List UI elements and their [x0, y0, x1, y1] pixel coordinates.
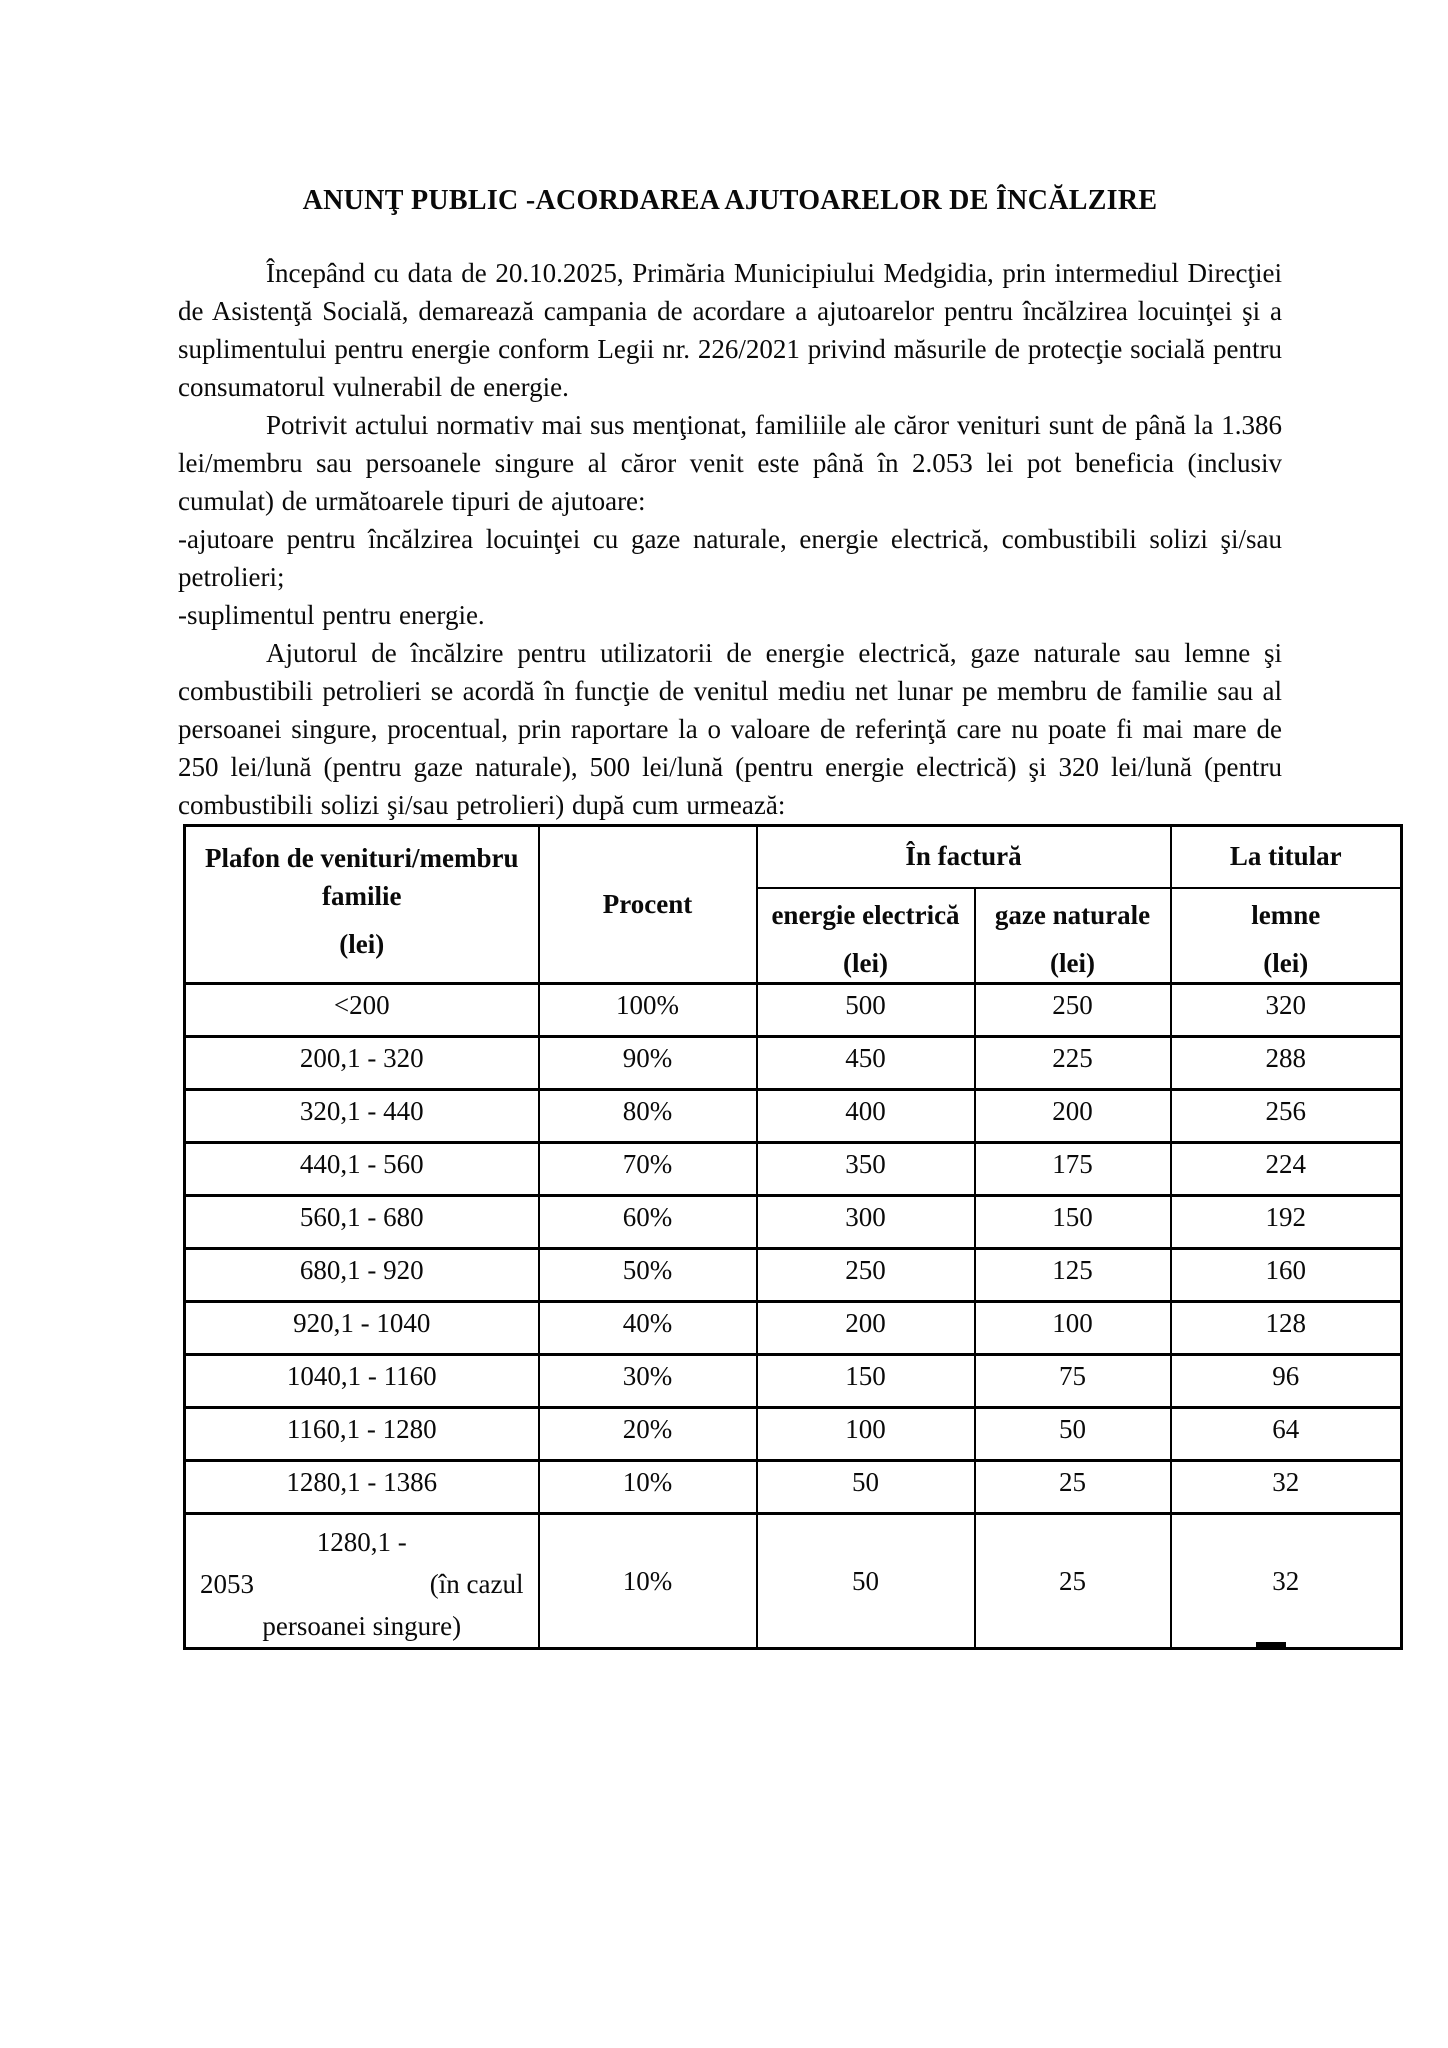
- cell-income-line2-left: 2053: [200, 1569, 254, 1599]
- cell-gas: 250: [975, 984, 1171, 1037]
- table-row: [185, 1461, 1402, 1514]
- table-row-single-person: [185, 1514, 1402, 1649]
- header-gas-unit: (lei): [1050, 947, 1095, 978]
- cell-wood: 320: [1171, 984, 1402, 1037]
- header-income-ceiling: [185, 826, 539, 984]
- header-group-holder: La titular: [1171, 826, 1402, 888]
- header-wood: [1171, 888, 1402, 984]
- cell-electric: 100: [757, 1408, 975, 1461]
- cell-income-line1: 1280,1 -: [316, 1527, 407, 1557]
- cell-gas: 100: [975, 1302, 1171, 1355]
- cell-wood: 288: [1171, 1037, 1402, 1090]
- cell-electric: 50: [757, 1461, 975, 1514]
- list-item-heating-aid: -ajutoare pentru încălzirea locuinţei cu gaze naturale, energie electrică, combustibili solizi şi/sau petrolieri;: [178, 524, 1282, 592]
- table-row: [185, 1408, 1402, 1461]
- table-header-group-row: [185, 826, 1402, 888]
- cell-gas: 125: [975, 1249, 1171, 1302]
- cell-electric: 400: [757, 1090, 975, 1143]
- cell-percent: 40%: [539, 1302, 757, 1355]
- cell-gas: 225: [975, 1037, 1171, 1090]
- cell-wood: 256: [1171, 1090, 1402, 1143]
- cell-gas: 200: [975, 1090, 1171, 1143]
- header-electric-unit: (lei): [843, 947, 888, 978]
- cell-income-line3: persoanei singure): [262, 1611, 462, 1641]
- paragraph-calculation: Ajutorul de încălzire pentru utilizatorii de energie electrică, gaze naturale sau lemne şi combustibili petrolieri se acordă în funcţie de venitul mediu net lunar pe membru de familie sau al persoanei singure, procentual, prin raportare la o valoare de referinţă care nu poate fi mai mare de 250 lei/lună (pentru gaze naturale), 500 lei/lună (pentru energie electrică) şi 320 lei/lună (pentru combustibili solizi şi/sau petrolieri) după cum urmează:: [178, 638, 1282, 820]
- cell-income-single-person: [185, 1514, 539, 1649]
- cell-gas: 25: [975, 1514, 1171, 1649]
- cell-wood: 32: [1171, 1461, 1402, 1514]
- table-row: [185, 1355, 1402, 1408]
- cell-percent: 80%: [539, 1090, 757, 1143]
- cell-gas: 25: [975, 1461, 1171, 1514]
- cell-income: 1160,1 - 1280: [185, 1408, 539, 1461]
- cell-gas: 75: [975, 1355, 1171, 1408]
- cell-income: 1040,1 - 1160: [185, 1355, 539, 1408]
- cell-electric: 300: [757, 1196, 975, 1249]
- cell-wood: 128: [1171, 1302, 1402, 1355]
- cell-income: <200: [185, 984, 539, 1037]
- header-wood-label: lemne: [1251, 899, 1321, 930]
- cell-income-line2: [186, 1563, 538, 1605]
- aid-thresholds-table: [183, 824, 1403, 1650]
- cell-percent: 20%: [539, 1408, 757, 1461]
- cell-wood: 160: [1171, 1249, 1402, 1302]
- header-income-line2: familie: [322, 881, 402, 911]
- cell-electric: 200: [757, 1302, 975, 1355]
- scan-artifact-mark: [1256, 1642, 1286, 1649]
- cell-wood: 64: [1171, 1408, 1402, 1461]
- header-percent: Procent: [539, 826, 757, 984]
- cell-income: 560,1 - 680: [185, 1196, 539, 1249]
- cell-electric: 250: [757, 1249, 975, 1302]
- cell-electric: 500: [757, 984, 975, 1037]
- table-row: [185, 1143, 1402, 1196]
- cell-gas: 175: [975, 1143, 1171, 1196]
- cell-percent: 10%: [539, 1461, 757, 1514]
- table-row: [185, 984, 1402, 1037]
- cell-gas: 150: [975, 1196, 1171, 1249]
- header-gas: [975, 888, 1171, 984]
- header-wood-unit: (lei): [1263, 947, 1309, 978]
- cell-percent: 30%: [539, 1355, 757, 1408]
- cell-income: 320,1 - 440: [185, 1090, 539, 1143]
- cell-percent: 60%: [539, 1196, 757, 1249]
- header-gas-label: gaze naturale: [994, 899, 1151, 930]
- cell-income: 680,1 - 920: [185, 1249, 539, 1302]
- cell-wood: 96: [1171, 1355, 1402, 1408]
- header-electric: [757, 888, 975, 984]
- header-electric-label: energie electrică: [771, 899, 960, 930]
- table-row: [185, 1249, 1402, 1302]
- cell-income: 1280,1 - 1386: [185, 1461, 539, 1514]
- table-row: [185, 1037, 1402, 1090]
- cell-percent: 100%: [539, 984, 757, 1037]
- header-income-line1: Plafon de venituri/membru: [205, 843, 519, 873]
- cell-electric: 150: [757, 1355, 975, 1408]
- cell-income: 200,1 - 320: [185, 1037, 539, 1090]
- cell-electric: 450: [757, 1037, 975, 1090]
- document-title: ANUNŢ PUBLIC -ACORDAREA AJUTOARELOR DE ÎNCĂLZIRE: [302, 185, 1158, 216]
- cell-gas: 50: [975, 1408, 1171, 1461]
- header-income-unit: (lei): [339, 929, 385, 959]
- cell-income-line2-right: (în cazul: [429, 1569, 524, 1599]
- table-row: [185, 1302, 1402, 1355]
- cell-wood: 192: [1171, 1196, 1402, 1249]
- table-row: [185, 1196, 1402, 1249]
- table-row: [185, 1090, 1402, 1143]
- cell-percent: 10%: [539, 1514, 757, 1649]
- header-group-invoice: În factură: [757, 826, 1171, 888]
- cell-income: 920,1 - 1040: [185, 1302, 539, 1355]
- paragraph-eligibility: Potrivit actului normativ mai sus menţionat, familiile ale căror venituri sunt de până la 1.386 lei/membru sau persoanele singure al căror venit este până în 2.053 lei pot beneficia (inclusiv cumulat) de următoarele tipuri de ajutoare:: [178, 410, 1282, 516]
- cell-income: 440,1 - 560: [185, 1143, 539, 1196]
- cell-wood: 32: [1171, 1514, 1402, 1649]
- paragraph-intro: Începând cu data de 20.10.2025, Primăria Municipiului Medgidia, prin intermediul Direcţiei de Asistenţă Socială, demarează campania de acordare a ajutoarelor pentru încălzirea locuinţei şi a suplimentului pentru energie conform Legii nr. 226/2021 privind măsurile de protecţie socială pentru consumatorul vulnerabil de energie.: [178, 258, 1282, 402]
- cell-wood: 224: [1171, 1143, 1402, 1196]
- cell-electric: 50: [757, 1514, 975, 1649]
- cell-percent: 90%: [539, 1037, 757, 1090]
- cell-electric: 350: [757, 1143, 975, 1196]
- cell-percent: 50%: [539, 1249, 757, 1302]
- list-item-energy-supplement: -suplimentul pentru energie.: [178, 600, 485, 630]
- cell-percent: 70%: [539, 1143, 757, 1196]
